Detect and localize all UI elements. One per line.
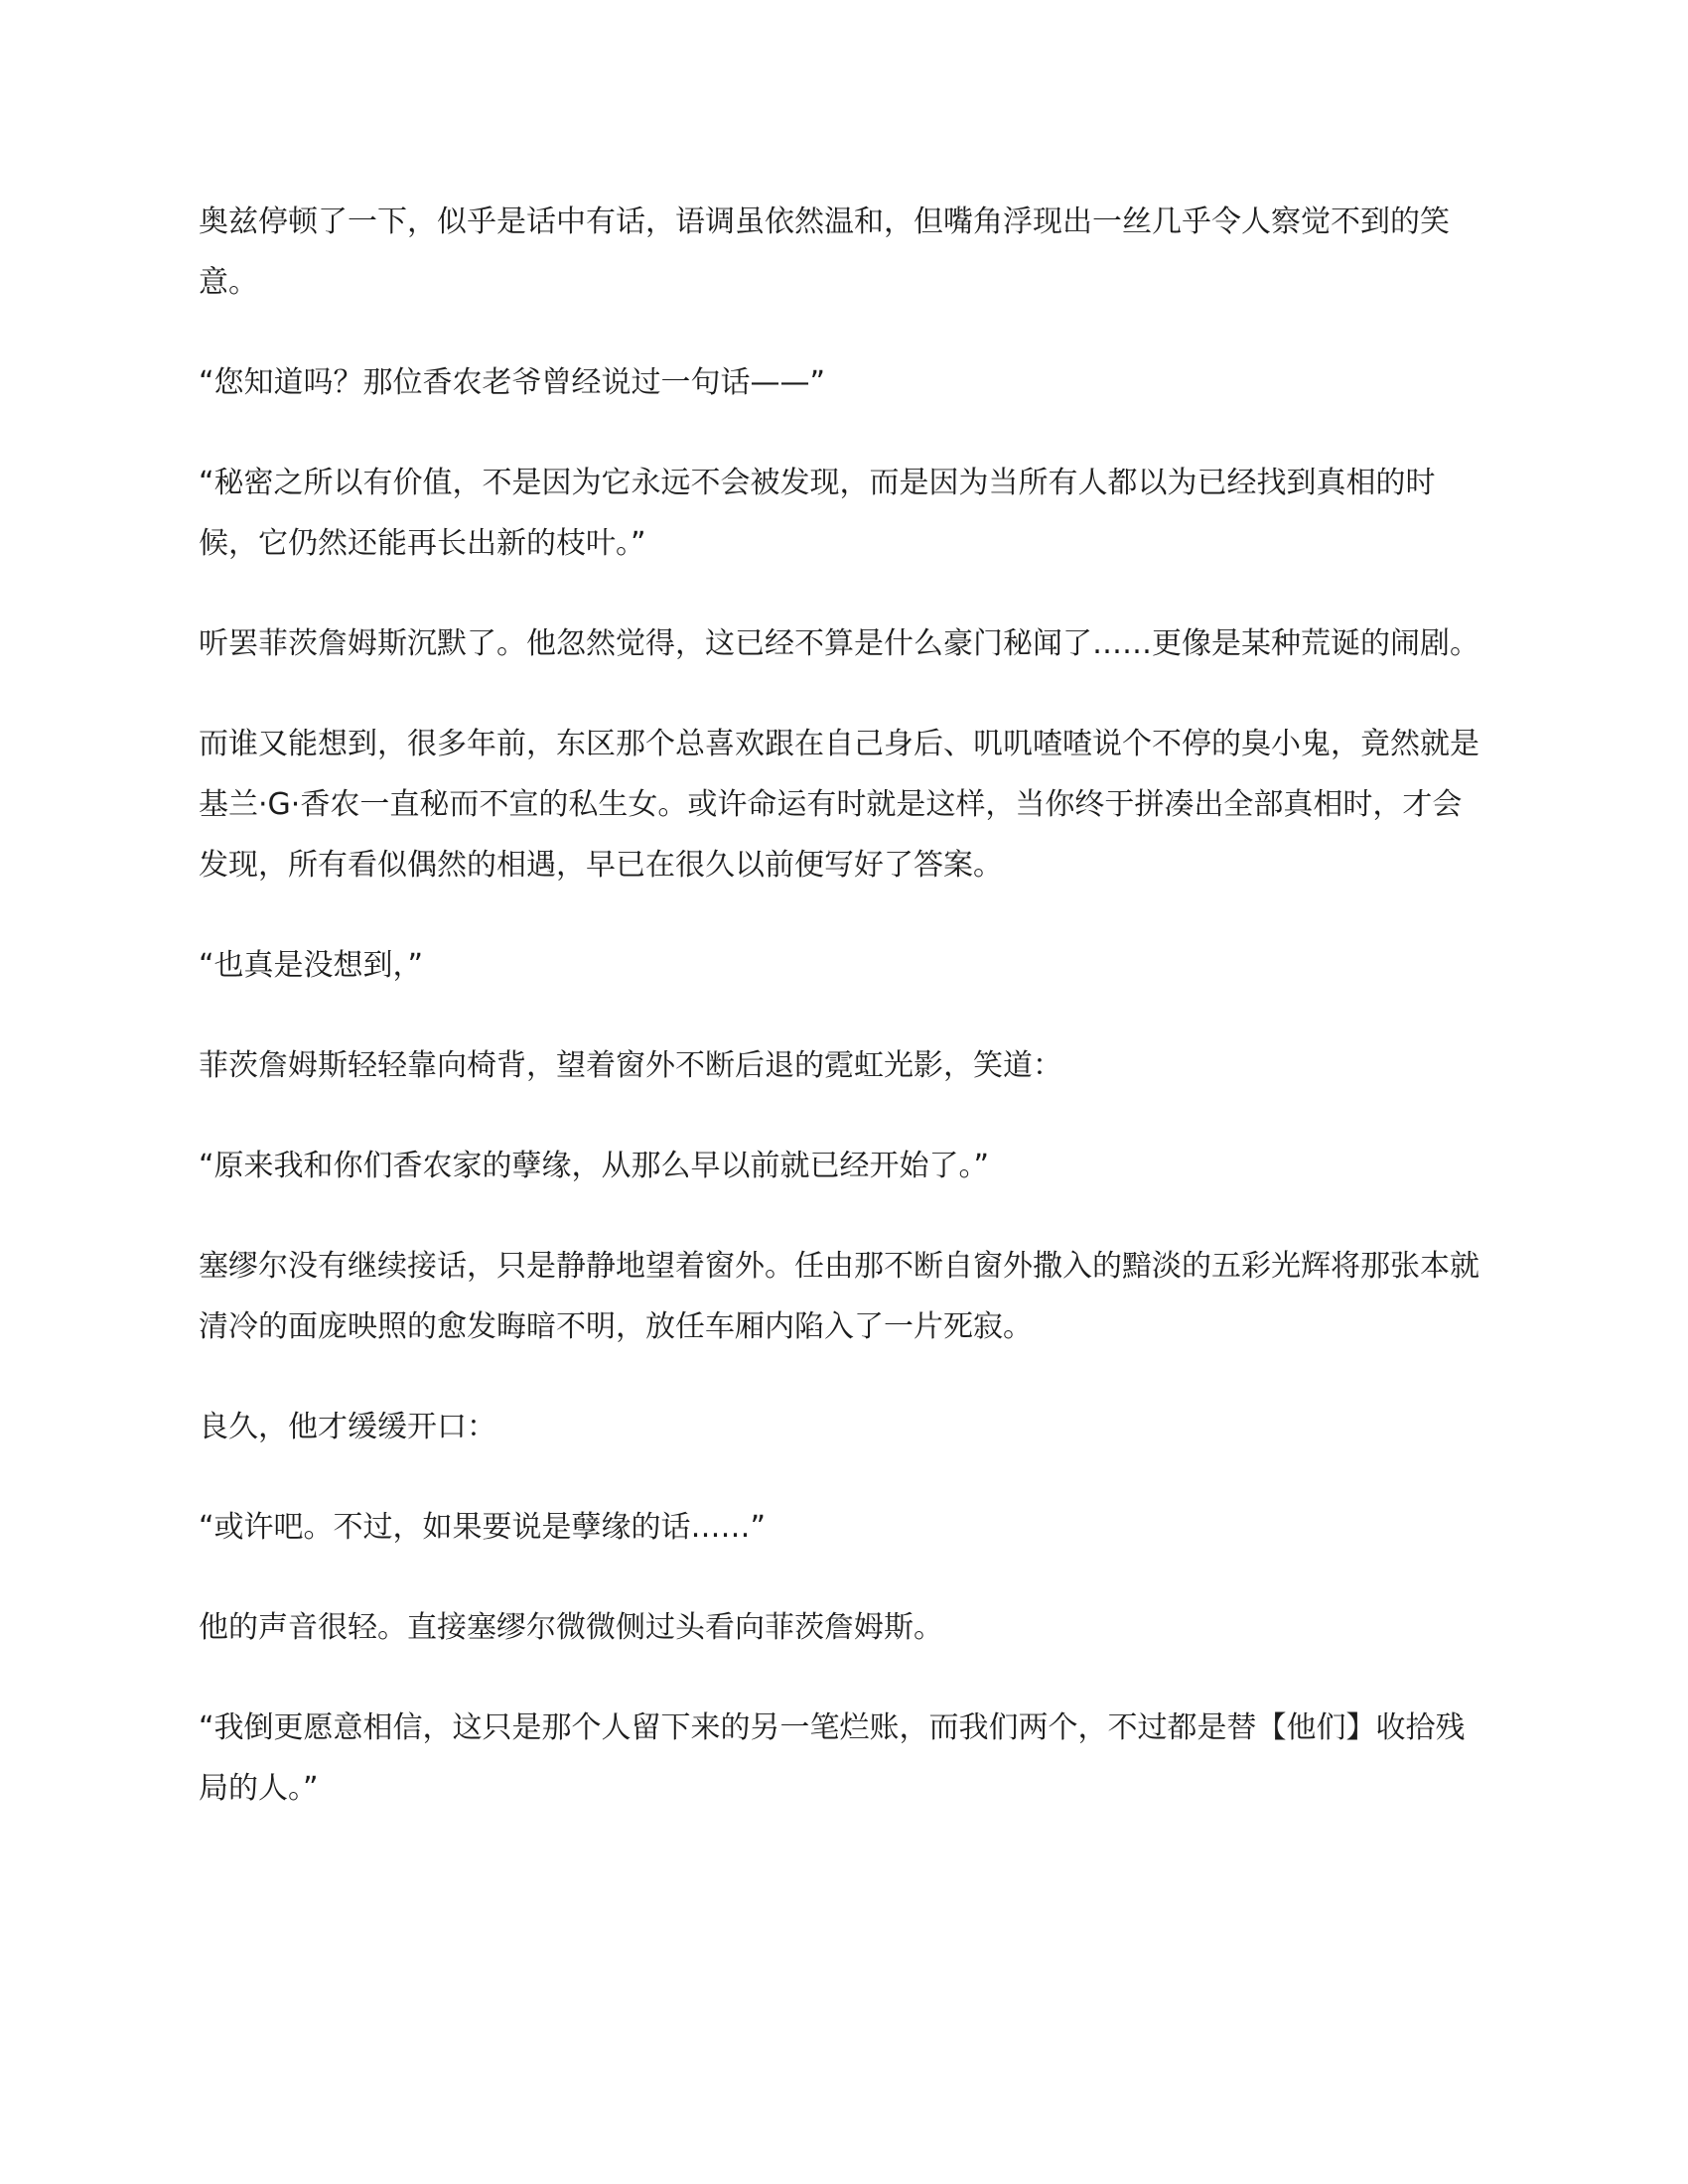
- paragraph: 良久，他才缓缓开口：: [199, 1410, 496, 1444]
- paragraph: 他的声音很轻。直接塞缪尔微微侧过头看向菲茨詹姆斯。: [199, 1610, 943, 1645]
- paragraph: “您知道吗？那位香农老爷曾经说过一句话——”: [199, 365, 826, 400]
- paragraph: 奥兹停顿了一下，似乎是话中有话，语调虽依然温和，但嘴角浮现出一丝几乎令人察觉不到的笑意。: [199, 205, 1450, 300]
- paragraph: “我倒更愿意相信，这只是那个人留下来的另一笔烂账，而我们两个，不过都是替【他们】收拾残局的人。”: [199, 1710, 1466, 1806]
- paragraph: “或许吧。不过，如果要说是孽缘的话……”: [199, 1510, 767, 1545]
- paragraph: 菲茨詹姆斯轻轻靠向椅背，望着窗外不断后退的霓虹光影，笑道：: [199, 1048, 1062, 1083]
- paragraph: 听罢菲茨詹姆斯沉默了。他忽然觉得，这已经不算是什么豪门秘闻了……更像是某种荒诞的闹剧。: [199, 626, 1479, 661]
- paragraph: “原来我和你们香农家的孽缘，从那么早以前就已经开始了。”: [199, 1149, 990, 1183]
- paragraph: “秘密之所以有价值，不是因为它永远不会被发现，而是因为当所有人都以为已经找到真相的时候，它仍然还能再长出新的枝叶。”: [199, 466, 1436, 561]
- paragraph: 塞缪尔没有继续接话，只是静静地望着窗外。任由那不断自窗外撒入的黯淡的五彩光辉将那张本就清冷的面庞映照的愈发晦暗不明，放任车厢内陷入了一片死寂。: [199, 1249, 1479, 1344]
- paragraph: 而谁又能想到，很多年前，东区那个总喜欢跟在自己身后、叽叽喳喳说个不停的臭小鬼，竟然就是基兰·G·香农一直秘而不宣的私生女。或许命运有时就是这样，当你终于拼凑出全部真相时，才会发现，所有看似偶然的相遇，早已在很久以前便写好了答案。: [199, 727, 1479, 883]
- paragraph: “也真是没想到，”: [199, 948, 424, 983]
- body-text: [199, 192, 1489, 1858]
